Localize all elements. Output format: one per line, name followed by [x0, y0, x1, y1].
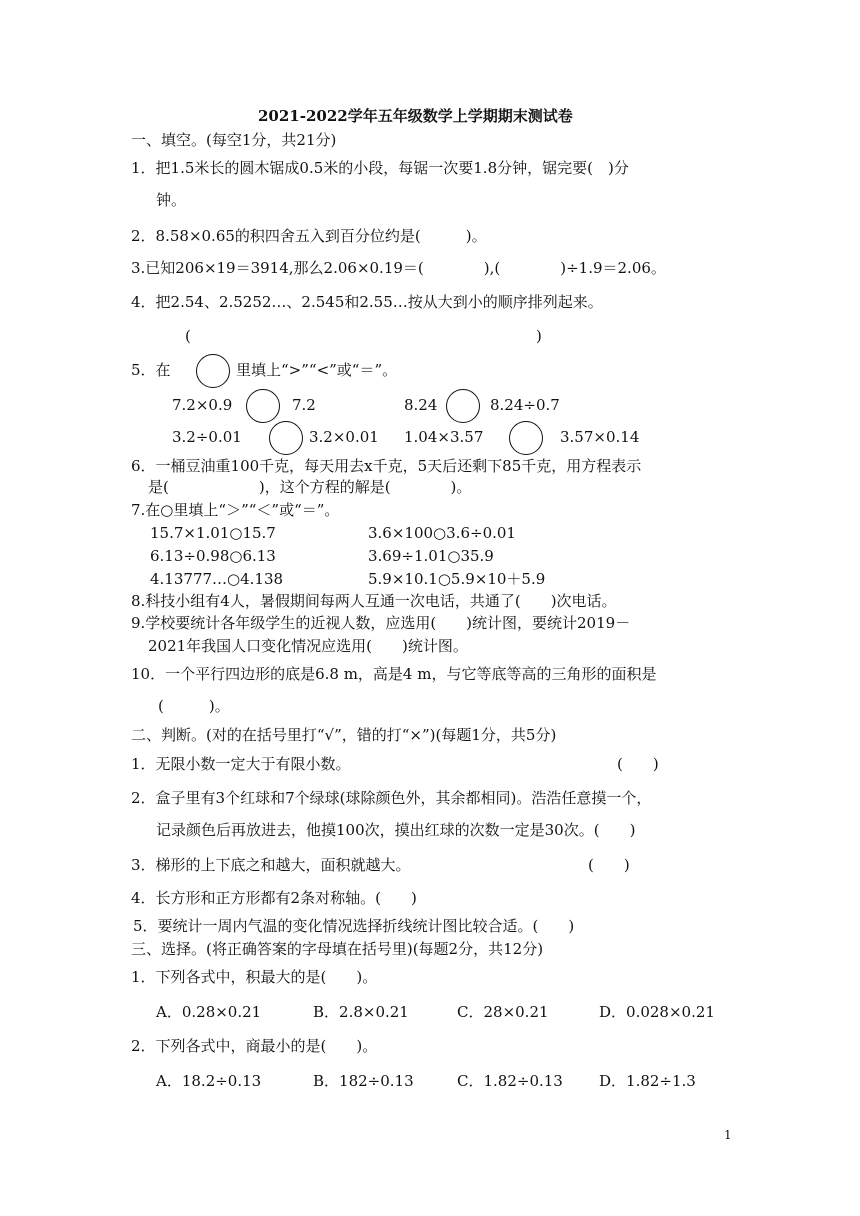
c1-option-d: D．0.028×0.21 — [599, 1003, 715, 1021]
q7-r3-a: 4.13777…○4.138 — [150, 570, 284, 588]
compare-circle[interactable] — [246, 389, 280, 423]
section2-heading: 二、判断。(对的在括号里打“√”，错的打“×”)(每题1分，共5分) — [131, 726, 557, 744]
c1-option-b: B．2.8×0.21 — [313, 1003, 409, 1021]
q5-prefix: 5．在 — [131, 361, 171, 379]
q7-r2-b: 3.69÷1.01○35.9 — [368, 547, 494, 565]
q4-answer-open: ( — [185, 327, 191, 345]
q4-line: 4．把2.54、2.5252…、2.545和2.55…按从大到小的顺序排列起来。 — [131, 293, 603, 311]
q10-line2: ( )。 — [158, 697, 230, 715]
q8-line: 8.科技小组有4人，暑假期间每两人互通一次电话，共通了( )次电话。 — [131, 592, 617, 610]
q5-instruction: 里填上“>”“<”或“＝”。 — [236, 361, 398, 379]
j5-line: 5．要统计一周内气温的变化情况选择折线统计图比较合适。( ) — [133, 917, 575, 935]
q7-line: 7.在○里填上“＞”“＜”或“＝”。 — [131, 501, 340, 519]
q9-line2: 2021年我国人口变化情况应选用( )统计图。 — [148, 637, 468, 655]
q4-answer-close: ) — [536, 327, 542, 345]
j1-paren: ( ) — [617, 755, 659, 773]
j1-line: 1．无限小数一定大于有限小数。 — [131, 755, 351, 773]
q7-r2-a: 6.13÷0.98○6.13 — [150, 547, 276, 565]
q5-r2-b: 3.2×0.01 — [309, 428, 379, 446]
q5-r1-d: 8.24÷0.7 — [490, 396, 560, 414]
page-number: 1 — [724, 1128, 732, 1142]
q10-line1: 10．一个平行四边形的底是6.8 m，高是4 m，与它等底等高的三角形的面积是 — [131, 665, 657, 683]
q7-r1-a: 15.7×1.01○15.7 — [150, 524, 276, 542]
q7-r1-b: 3.6×100○3.6÷0.01 — [368, 524, 516, 542]
j3-line: 3．梯形的上下底之和越大，面积就越大。 — [131, 856, 411, 874]
section3-heading: 三、选择。(将正确答案的字母填在括号里)(每题2分，共12分) — [131, 940, 544, 958]
q9-line1: 9.学校要统计各年级学生的近视人数，应选用( )统计图，要统计2019－ — [131, 614, 631, 632]
section1-heading: 一、填空。(每空1分，共21分) — [131, 131, 337, 149]
q5-r2-a: 3.2÷0.01 — [172, 428, 242, 446]
c2-option-c: C．1.82÷0.13 — [457, 1072, 563, 1090]
q6-line2: 是( )，这个方程的解是( )。 — [148, 478, 472, 496]
j2-line2: 记录颜色后再放进去，他摸100次，摸出红球的次数一定是30次。( ) — [156, 821, 636, 839]
compare-circle — [196, 354, 230, 388]
q7-r3-b: 5.9×10.1○5.9×10＋5.9 — [368, 570, 546, 588]
q5-r2-d: 3.57×0.14 — [560, 428, 640, 446]
q5-r1-a: 7.2×0.9 — [172, 396, 233, 414]
j4-line: 4．长方形和正方形都有2条对称轴。( ) — [131, 889, 417, 907]
c2-option-a: A．18.2÷0.13 — [156, 1072, 262, 1090]
q6-line1: 6．一桶豆油重100千克，每天用去x千克，5天后还剩下85千克，用方程表示 — [131, 457, 642, 475]
q3-line: 3.已知206×19＝3914,那么2.06×0.19＝( ),( )÷1.9＝2.06。 — [131, 259, 666, 277]
compare-circle[interactable] — [446, 389, 480, 423]
page-title: 2021-2022学年五年级数学上学期期末测试卷 — [258, 107, 573, 125]
compare-circle[interactable] — [269, 421, 303, 455]
q1-line1: 1．把1.5米长的圆木锯成0.5米的小段，每锯一次要1.8分钟，锯完要( )分 — [131, 159, 629, 177]
q5-r2-c: 1.04×3.57 — [404, 428, 484, 446]
c2-line: 2．下列各式中，商最小的是( )。 — [131, 1037, 378, 1055]
c1-line: 1．下列各式中，积最大的是( )。 — [131, 968, 378, 986]
c1-option-c: C．28×0.21 — [457, 1003, 549, 1021]
q5-r1-b: 7.2 — [292, 396, 316, 414]
q1-line2: 钟。 — [156, 191, 187, 209]
compare-circle[interactable] — [509, 421, 543, 455]
c1-option-a: A．0.28×0.21 — [156, 1003, 262, 1021]
j3-paren: ( ) — [588, 856, 630, 874]
q5-r1-c: 8.24 — [404, 396, 438, 414]
j2-line1: 2．盒子里有3个红球和7个绿球(球除颜色外，其余都相同)。浩浩任意摸一个， — [131, 789, 652, 807]
c2-option-b: B．182÷0.13 — [313, 1072, 414, 1090]
q2-line: 2．8.58×0.65的积四舍五入到百分位约是( )。 — [131, 227, 487, 245]
c2-option-d: D．1.82÷1.3 — [599, 1072, 696, 1090]
